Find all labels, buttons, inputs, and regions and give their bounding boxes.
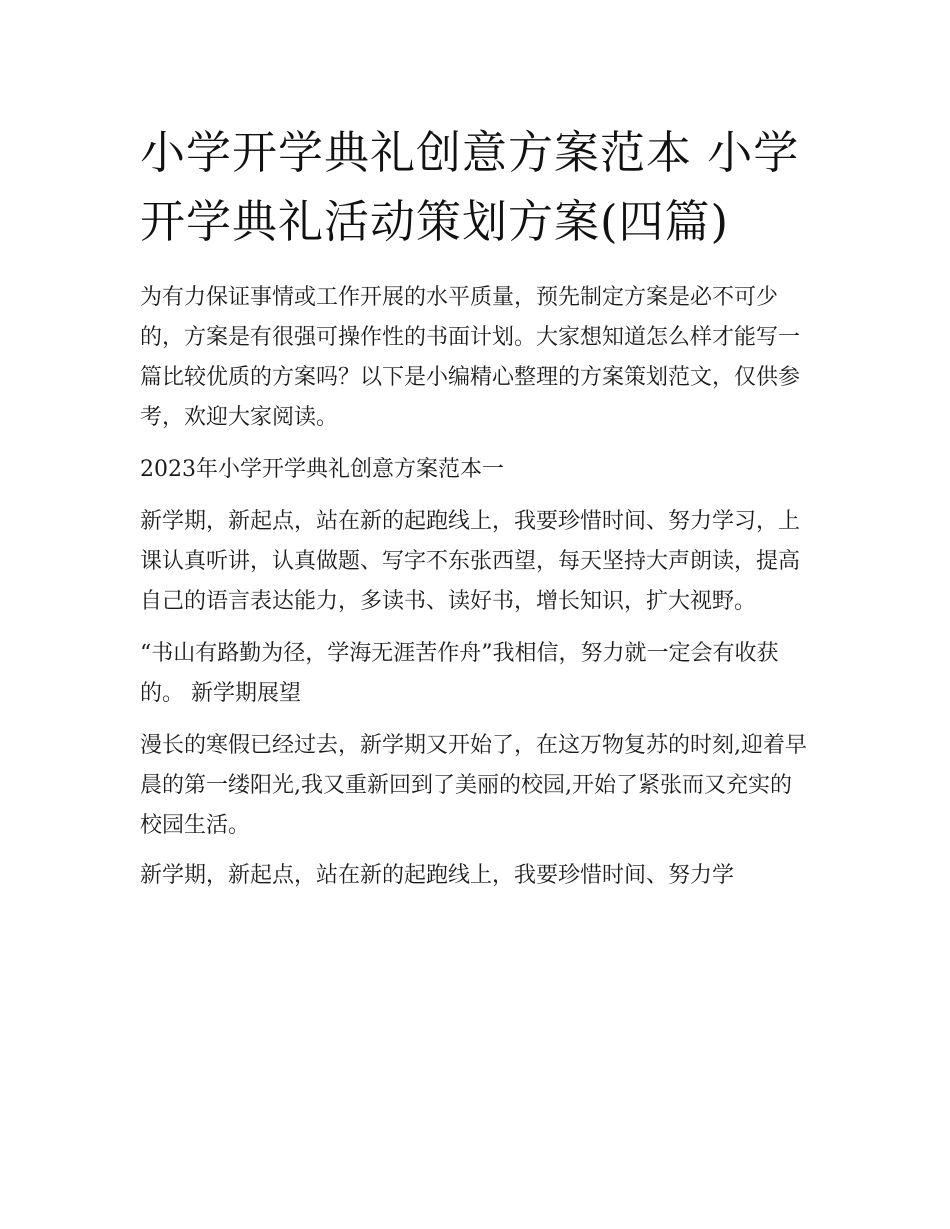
- body-paragraph: “书山有路勤为径，学海无涯苦作舟”我相信，努力就一定会有收获的。 新学期展望: [140, 641, 779, 706]
- section-heading: 2023年小学开学典礼创意方案范本一: [140, 457, 504, 482]
- intro-paragraph: 为有力保证事情或工作开展的水平质量，预先制定方案是必不可少的，方案是有很强可操作性的书面计划。大家想知道怎么样才能写一篇比较优质的方案吗？以下是小编精心整理的方案策划范文，仅供参考，欢迎大家阅读。: [140, 285, 801, 430]
- body-paragraph: 新学期，新起点，站在新的起跑线上，我要珍惜时间、努力学: [140, 863, 735, 888]
- document-title: 小学开学典礼创意方案范本 小学开学典礼活动策划方案(四篇): [140, 126, 800, 248]
- body-paragraph: 新学期，新起点，站在新的起跑线上，我要珍惜时间、努力学习，上课认真听讲，认真做题、写字不东张西望，每天坚持大声朗读，提高自己的语言表达能力，多读书、读好书，增长知识，扩大视野。: [140, 509, 801, 614]
- document-body: [140, 118, 812, 896]
- body-paragraph: 漫长的寒假已经过去，新学期又开始了，在这万物复苏的时刻,迎着早晨的第一缕阳光,我又重新回到了美丽的校园,开始了紧张而又充实的校园生活。: [140, 733, 807, 838]
